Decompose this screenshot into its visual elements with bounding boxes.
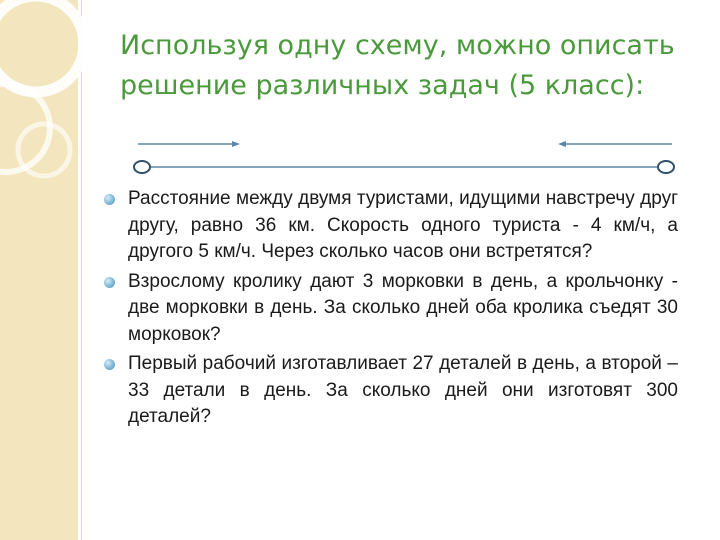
circle-bullet-icon xyxy=(104,277,115,288)
start-point-icon xyxy=(134,161,150,173)
circle-bullet-icon xyxy=(104,359,115,370)
title-line-1: Используя одну схему, можно описать xyxy=(120,30,675,61)
list-item xyxy=(104,269,678,349)
problem-text: Взрослому кролику дают 3 морковки в день, а крольчонку - две морковки в день. За сколько дней оба кролика съедят 30 морковок? xyxy=(128,270,678,345)
right-arrow-head xyxy=(558,141,566,147)
ring-icon xyxy=(0,84,50,172)
problem-text: Расстояние между двумя туристами, идущими навстречу друг другу, равно 36 км. Скорость одного туриста - 4 км/ч, а другого 5 км/ч. Через сколько часов они встретятся? xyxy=(128,188,678,262)
list-item xyxy=(104,186,678,266)
motion-scheme-diagram xyxy=(128,136,688,184)
ring-icon xyxy=(0,0,82,92)
page-title xyxy=(120,26,700,106)
list-item xyxy=(104,351,678,431)
end-point-icon xyxy=(658,161,674,173)
title-line-2: решение различных задач (5 класс): xyxy=(120,70,645,101)
decorative-rings-icon xyxy=(0,0,82,210)
problem-text: Первый рабочий изготавливает 27 деталей в день, а второй – 33 детали в день. За сколько дней они изготовят 300 деталей? xyxy=(128,353,678,427)
left-arrow-head xyxy=(232,141,240,147)
problem-list xyxy=(104,186,678,434)
circle-bullet-icon xyxy=(104,194,115,205)
